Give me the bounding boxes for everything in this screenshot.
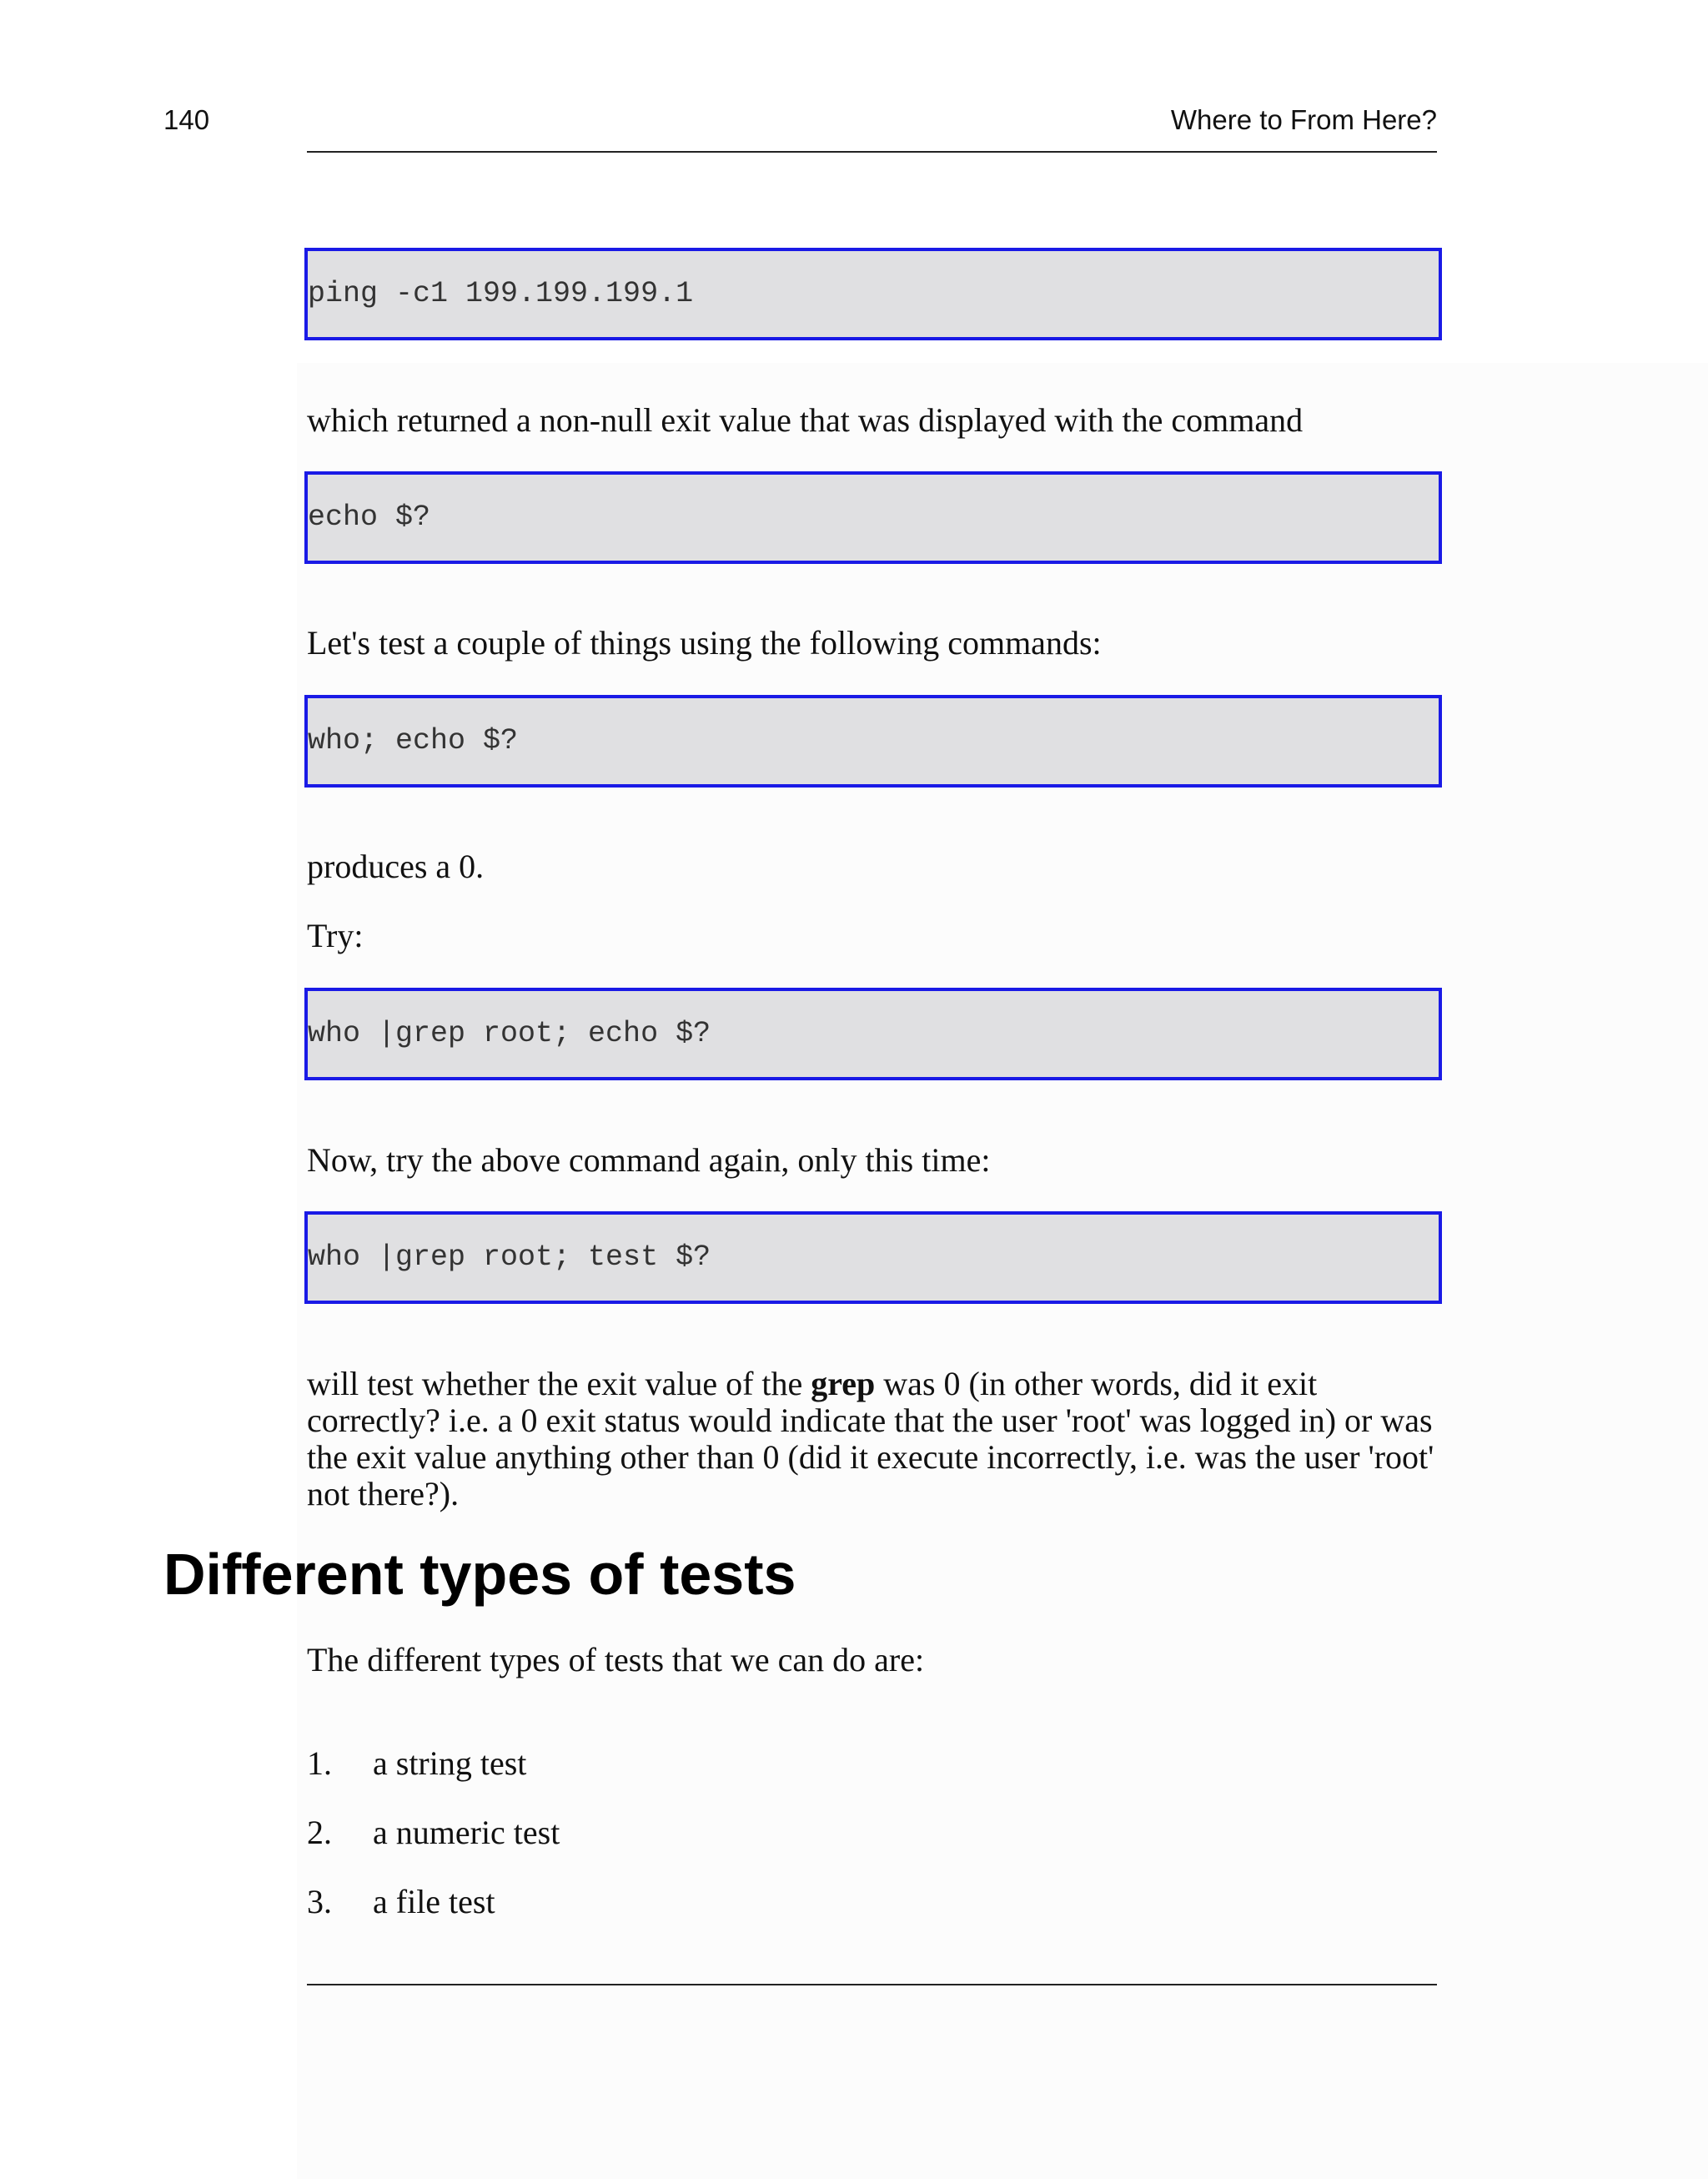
code-block-grep-test: who |grep root; test $?: [304, 1211, 1442, 1304]
paragraph: Let's test a couple of things using the following commands:: [307, 624, 1102, 662]
header-rule: [307, 151, 1437, 153]
paragraph-text: was 0 (in other words, did it exit correctly? i.e. a 0 exit status would indicate that the user 'root' was logged in) or was the exit value anything other than 0 (did it execute incorrectly, i.e. was the user 'root' not there?).: [307, 1365, 1434, 1512]
paragraph: produces a 0.: [307, 848, 485, 885]
code-block-who-echo: who; echo $?: [304, 695, 1442, 788]
paragraph: Now, try the above command again, only this time:: [307, 1141, 991, 1179]
code-block-ping: ping -c1 199.199.199.1: [304, 248, 1442, 340]
list-item: a string test: [373, 1744, 527, 1782]
paragraph-grep-explanation: [307, 1366, 1441, 1512]
paragraph: which returned a non-null exit value that was displayed with the command: [307, 401, 1304, 439]
code-block-echo: echo $?: [304, 471, 1442, 564]
list-item-number: 1.: [307, 1744, 332, 1782]
running-header-title: Where to From Here?: [1170, 104, 1437, 135]
footer-rule: [307, 1984, 1437, 1985]
list-item-number: 2.: [307, 1814, 332, 1851]
list-item-number: 3.: [307, 1883, 332, 1920]
list-item: a file test: [373, 1883, 495, 1920]
list-item: a numeric test: [373, 1814, 560, 1851]
grep-term: grep: [811, 1365, 876, 1402]
page-number: 140: [163, 104, 210, 135]
code-block-grep-echo: who |grep root; echo $?: [304, 988, 1442, 1080]
paragraph: The different types of tests that we can do are:: [307, 1641, 925, 1678]
paragraph-text: will test whether the exit value of the: [307, 1365, 811, 1402]
section-heading: Different types of tests: [163, 1542, 796, 1607]
paragraph: Try:: [307, 917, 364, 954]
